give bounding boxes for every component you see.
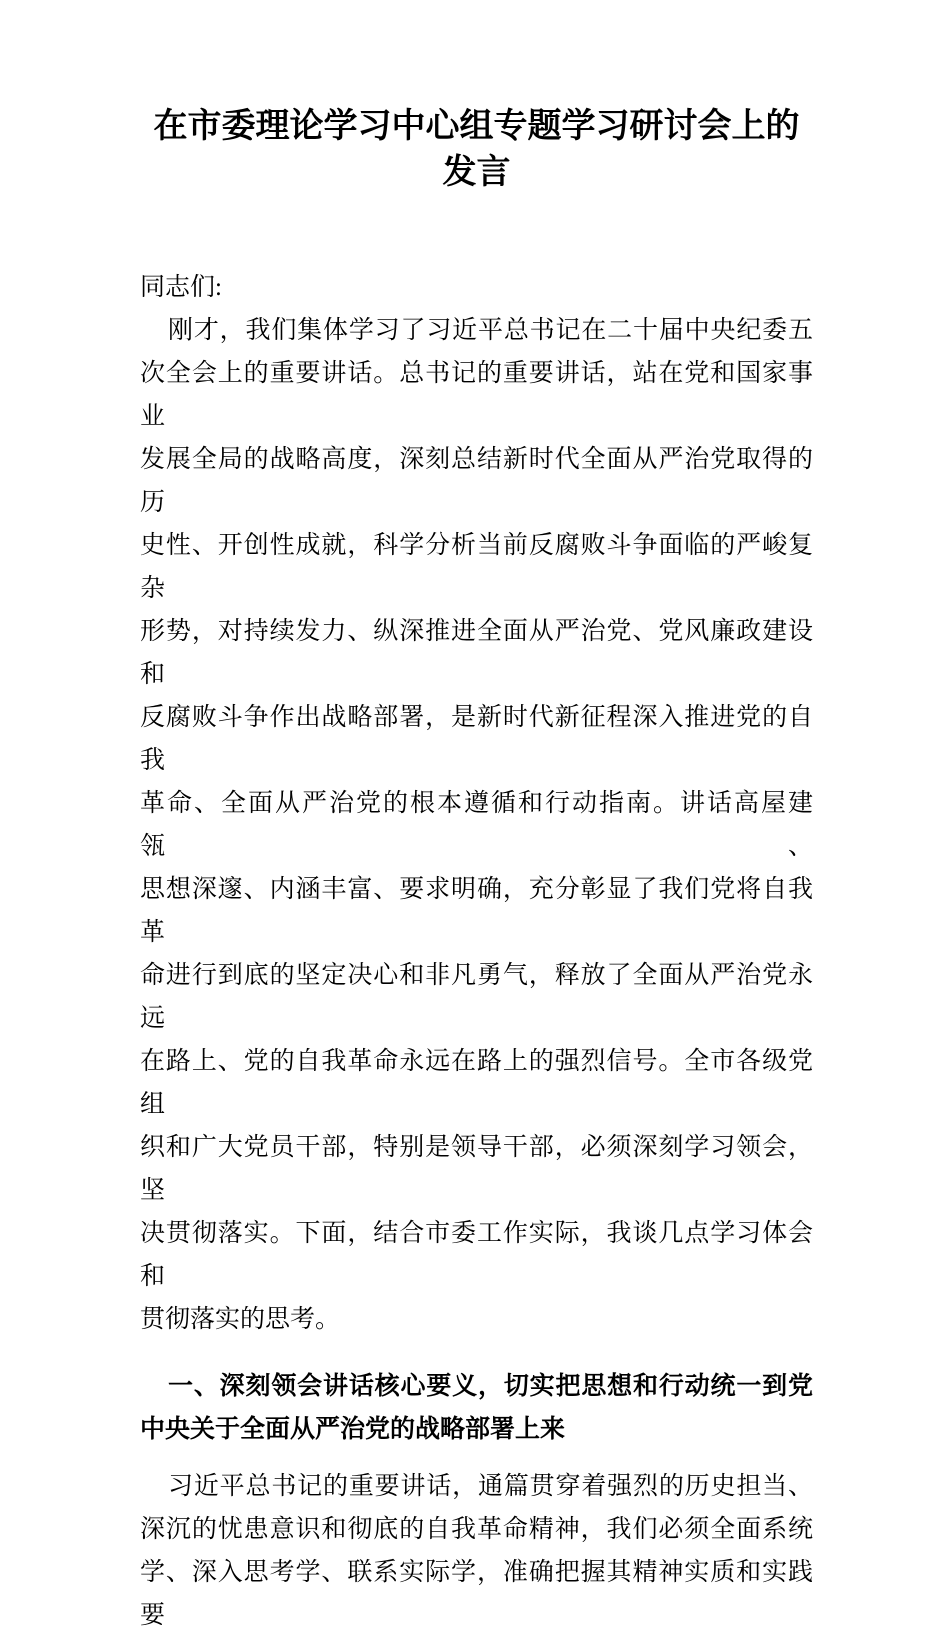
document-content: [140, 104, 813, 1637]
document-line: 思想深邃、内涵丰富、要求明确，充分彰显了我们党将自我革: [140, 876, 813, 946]
document-line: 学、深入思考学、联系实际学，准确把握其精神实质和实践要: [140, 1559, 813, 1629]
heading-line: 中央关于全面从严治党的战略部署上来: [140, 1415, 566, 1443]
document-line: 革命、全面从严治党的根本遵循和行动指南。讲话高屋建瓴、: [140, 790, 813, 860]
heading-block: [140, 1365, 813, 1451]
document-line: 贯彻落实的思考。: [140, 1306, 341, 1333]
document-line: 织和广大党员干部，特别是领导干部，必须深刻学习领会，坚: [140, 1134, 813, 1204]
document-line: 反腐败斗争作出战略部署，是新时代新征程深入推进党的自我: [140, 704, 813, 774]
paragraph-block: [140, 1465, 813, 1637]
document-line: 次全会上的重要讲话。总书记的重要讲话，站在党和国家事业: [140, 360, 813, 430]
document-line: 决贯彻落实。下面，结合市委工作实际，我谈几点学习体会和: [140, 1220, 813, 1290]
document-line: 同志们:: [140, 274, 222, 301]
paragraph-block: [140, 309, 813, 1341]
document-line: 形势，对持续发力、纵深推进全面从严治党、党风廉政建设和: [140, 618, 813, 688]
heading-line: 一、深刻领会讲话核心要义，切实把思想和行动统一到党: [168, 1372, 813, 1400]
document-title-line-2: 发言: [442, 154, 511, 191]
document-line: 史性、开创性成就，科学分析当前反腐败斗争面临的严峻复杂: [140, 532, 813, 602]
document-body: [140, 266, 813, 1637]
document-title: [140, 104, 813, 196]
document-line: 命进行到底的坚定决心和非凡勇气，释放了全面从严治党永远: [140, 962, 813, 1032]
document-line: 刚才，我们集体学习了习近平总书记在二十届中央纪委五: [168, 317, 813, 344]
document-line: 发展全局的战略高度，深刻总结新时代全面从严治党取得的历: [140, 446, 813, 516]
document-line: 在路上、党的自我革命永远在路上的强烈信号。全市各级党组: [140, 1048, 813, 1118]
document-line: 习近平总书记的重要讲话，通篇贯穿着强烈的历史担当、: [168, 1473, 813, 1500]
salutation-block: [140, 266, 813, 309]
document-title-line-1: 在市委理论学习中心组专题学习研讨会上的: [153, 108, 800, 145]
document-line: 深沉的忧患意识和彻底的自我革命精神，我们必须全面系统: [140, 1516, 813, 1543]
